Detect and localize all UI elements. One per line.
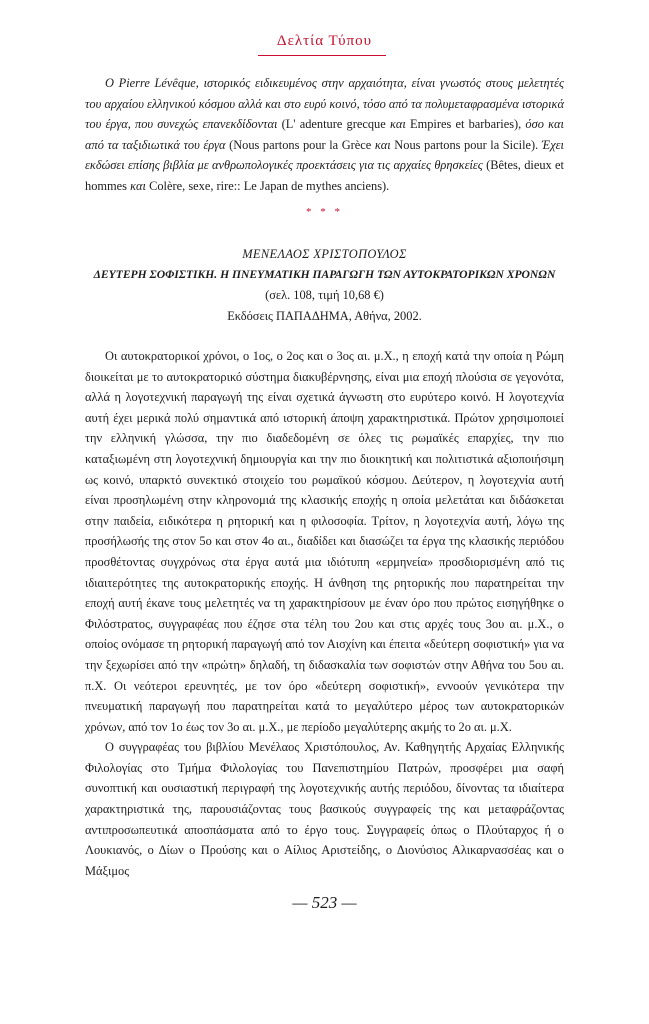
bio-text-segment: (L' adenture grecque [281,117,390,132]
review-body [85,346,564,881]
bio-text-segment: όσο και από τα ταξιδιωτικά του έργα [85,117,564,152]
book-info [85,244,564,326]
bio-text-segment: Ο Pierre Lévêque, ιστορικός ειδικευμένος στην αρχαιότητα, είναι γνωστός στους μελετητές του αρχαίου ελληνικού κόσμου αλλά και στο ευρύ κοινό, τόσο από τα πολυμεταφρασμένα ιστορικά του έργα, που συνεχώς επανεκδίδονται [85,76,564,132]
author-bio-section [85,73,564,197]
bio-text-segment: Empires et barbaries), [405,117,526,132]
author-bio-paragraph [85,73,564,197]
bio-text-segment: και [374,137,391,152]
bio-text-segment: Έχει εκδώσει επίσης βιβλία με ανθρωπολογικές προεκτάσεις για τις αρχαίες θρησκείες [85,137,564,173]
section-separator: * * * [306,206,343,218]
book-author: ΜΕΝΕΛΑΟΣ ΧΡΙΣΤΟΠΟΥΛΟΣ [242,247,407,261]
book-details: (σελ. 108, τιμή 10,68 €) [265,288,384,303]
bio-text-segment: και [130,178,146,193]
review-paragraph-2: Ο συγγραφέας του βιβλίου Μενέλαος Χριστόπουλος, Αν. Καθηγητής Αρχαίας Ελληνικής Φιλολογίας στο Τμήμα Φιλολογίας του Πανεπιστημίου Πατρών, προσφέρει μια σαφή συνοπτική και ουσιαστική περιγραφή της λογοτεχνικής αυτής περιόδου, δίνοντας τα ιδιαίτερα χαρακτηριστικά της, παρουσιάζοντας τους βασικούς συγγραφείς της και μεταφράζοντας αντιπροσωπευτικά αποσπάσματα από το έργο τους. Συγγραφείς όπως ο Πλούταρχος ή ο Λουκιανός, ο Δίων ο Προύσης και ο Αίλιος Αριστείδης, ο Διονύσιος Αλικαρνασσέας και ο Μάξιμος [85,740,564,878]
page-number: — 523 — [292,893,357,912]
book-publisher: Εκδόσεις ΠΑΠΑΔΗΜΑ, Αθήνα, 2002. [227,308,422,323]
book-title: ΔΕΥΤΕΡΗ ΣΟΦΙΣΤΙΚΗ. Η ΠΝΕΥΜΑΤΙΚΗ ΠΑΡΑΓΩΓΗ ΤΩΝ ΑΥΤΟΚΡΑΤΟΡΙΚΩΝ ΧΡΟΝΩΝ [93,267,556,281]
bio-text-segment: Nous partons pour la Sicile). [390,137,542,152]
bio-text-segment: (Bêtes, dieux et hommes [85,158,564,193]
bio-text-segment: (Nous partons pour la Grèce [225,137,375,152]
header-underline [258,55,386,56]
bio-text-segment: Colère, sexe, rire:: Le Japan de mythes anciens). [146,178,390,193]
bio-text-segment: και [389,117,406,132]
review-paragraph-1: Οι αυτοκρατορικοί χρόνοι, ο 1ος, ο 2ος και ο 3ος αι. μ.Χ., η εποχή κατά την οποία η Ρώμη διοικείται με το αυτοκρατορικό σύστημα διακυβέρνησης, είναι μια εποχή πλούσια σε γεγονότα, αλλά η λογοτεχνική παραγωγή της είναι σχετικά άγνωστη στο ευρύτερο κοινό. Η λογοτεχνία αυτή έχει μερικά πολύ σημαντικά από ιστορική άποψη χαρακτηριστικά. Πρώτον χρησιμοποιεί την ελληνική γλώσσα, την πιο διαδεδομένη σε όλες τις ρωμαϊκές επαρχίες, την πιο καταξιωμένη στη λογοτεχνική δημιουργία και την πιο διοικητική και πολιτιστικά αξιοποιήσιμη ως κοινό, υπαρκτό συνεκτικό στοιχείο του ρωμαϊκού κόσμου. Δεύτερον, η λογοτεχνία αυτή είναι προσηλωμένη στην κληρονομιά της κλασικής εποχής η οποία μελετάται και διδάσκεται στην παιδεία, ειδικότερα η ρητορική και η φιλοσοφία. Τρίτον, η λογοτεχνία αυτή, λόγω της προσήλωσής της στον 5ο και στον 4ο αι., διαδίδει και διασώζει τα έργα της κλασικής περιόδου προσθέτοντας συγχρόνως στα έργα αυτά μια ιδιότυπη «ερμηνεία» προσδιορισμένη από τις ιδιαιτερότητες της αυτοκρατορικής εποχής. Η άνθηση της ρητορικής που παρατηρείται την εποχή αυτή έκανε τους μελετητές να τη χαρακτηρίσουν με έναν όρο που πρώτος εισηγήθηκε ο Φιλόστρατος, συγγραφέας που έζησε στα τέλη του 2ου και στις αρχές τους 3ου αι. μ.Χ., ο οποίος ονόμασε τη ρητορική παραγωγή από τον Αισχίνη και έπειτα «δεύτερη σοφιστική» για να την ξεχωρίσει από την «πρώτη» δηλαδή, τη διδασκαλία των σοφιστών στην Αθήνα του 5ου αι. π.Χ. Οι νεότεροι ερευνητές, με τον όρο «δεύτερη σοφιστική», εννοούν γενικότερα την πνευματική παραγωγή που παρατηρείται κατά το μεγαλύτερο μέρος των αυτοκρατορικών χρόνων, από τον 1ο έως τον 3ο αι. μ.Χ., με περίοδο μεγαλύτερης ακμής το 2ο αι. μ.Χ. [85,349,564,734]
running-header: Δελτία Τύπου [276,33,373,49]
